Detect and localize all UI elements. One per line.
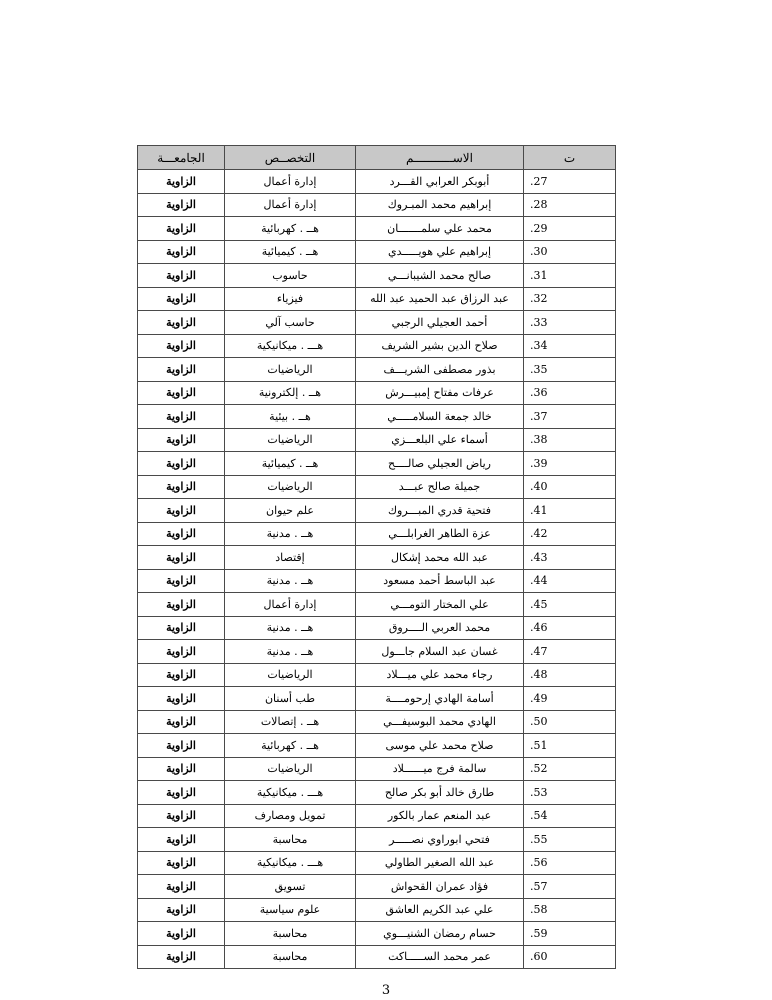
row-number: 47.	[524, 640, 616, 664]
person-name: عزة الطاهر الغرابلـــي	[356, 522, 524, 546]
college: الزاوية	[138, 428, 225, 452]
table-row	[138, 240, 616, 264]
specialization: إدارة أعمال	[225, 193, 356, 217]
row-number: 50.	[524, 710, 616, 734]
college: الزاوية	[138, 358, 225, 382]
row-number: 52.	[524, 757, 616, 781]
specialization: تمويل ومصارف	[225, 804, 356, 828]
person-name: فتحي ابوراوي نصـــــر	[356, 828, 524, 852]
table-row	[138, 851, 616, 875]
college: الزاوية	[138, 828, 225, 852]
row-number: 58.	[524, 898, 616, 922]
person-name: صلاح الدين بشير الشريف	[356, 334, 524, 358]
table-row	[138, 475, 616, 499]
person-name: صالح محمد الشيبانـــي	[356, 264, 524, 288]
row-number: 42.	[524, 522, 616, 546]
row-number: 37.	[524, 405, 616, 429]
college: الزاوية	[138, 217, 225, 241]
person-name: عبد الله الصغير الطاولي	[356, 851, 524, 875]
row-number: 51.	[524, 734, 616, 758]
person-name: عبد المنعم عمار بالكور	[356, 804, 524, 828]
college: الزاوية	[138, 311, 225, 335]
college: الزاوية	[138, 687, 225, 711]
college: الزاوية	[138, 663, 225, 687]
college: الزاوية	[138, 475, 225, 499]
specialization: الرياضيات	[225, 757, 356, 781]
person-name: طارق خالد أبو بكر صالح	[356, 781, 524, 805]
table-row	[138, 593, 616, 617]
college: الزاوية	[138, 287, 225, 311]
specialization: إدارة أعمال	[225, 593, 356, 617]
person-name: بذور مصطفى الشريـــف	[356, 358, 524, 382]
specialization: هـــ . ميكانيكية	[225, 781, 356, 805]
row-number: 41.	[524, 499, 616, 523]
table-row	[138, 945, 616, 969]
row-number: 35.	[524, 358, 616, 382]
row-number: 31.	[524, 264, 616, 288]
row-number: 38.	[524, 428, 616, 452]
row-number: 53.	[524, 781, 616, 805]
row-number: 48.	[524, 663, 616, 687]
row-number: 34.	[524, 334, 616, 358]
table-row	[138, 546, 616, 570]
person-name: محمد علي سلمـــــــان	[356, 217, 524, 241]
table-row	[138, 264, 616, 288]
person-name: غسان عبد السلام جاـــول	[356, 640, 524, 664]
college: الزاوية	[138, 569, 225, 593]
person-name: إبراهيم علي هويـــــدي	[356, 240, 524, 264]
specialization: هـــ . ميكانيكية	[225, 851, 356, 875]
college: الزاوية	[138, 499, 225, 523]
person-name: علي عبد الكريم العاشق	[356, 898, 524, 922]
specialization: فيزياء	[225, 287, 356, 311]
table-row	[138, 734, 616, 758]
row-number: 29.	[524, 217, 616, 241]
table-row	[138, 287, 616, 311]
college: الزاوية	[138, 922, 225, 946]
college: الزاوية	[138, 405, 225, 429]
specialization: إدارة أعمال	[225, 170, 356, 194]
college: الزاوية	[138, 851, 225, 875]
row-number: 43.	[524, 546, 616, 570]
students-table	[137, 145, 616, 969]
person-name: أسماء علي البلعـــزي	[356, 428, 524, 452]
person-name: أسامة الهادي إرحومــــة	[356, 687, 524, 711]
table-row	[138, 334, 616, 358]
person-name: رياض العجيلي صالــــح	[356, 452, 524, 476]
table-row	[138, 358, 616, 382]
person-name: علي المختار التومـــي	[356, 593, 524, 617]
college: الزاوية	[138, 240, 225, 264]
row-number: 49.	[524, 687, 616, 711]
college: الزاوية	[138, 522, 225, 546]
college: الزاوية	[138, 334, 225, 358]
college: الزاوية	[138, 193, 225, 217]
specialization: حاسوب	[225, 264, 356, 288]
header-row	[138, 146, 616, 170]
person-name: فتحية قدري المبـــروك	[356, 499, 524, 523]
table-row	[138, 828, 616, 852]
table-body	[138, 170, 616, 969]
table-row	[138, 804, 616, 828]
person-name: رجاء محمد علي ميـــلاد	[356, 663, 524, 687]
specialization: طب أسنان	[225, 687, 356, 711]
row-number: 36.	[524, 381, 616, 405]
college: الزاوية	[138, 452, 225, 476]
header-college: الجامعـــة	[138, 146, 225, 170]
specialization: علم حيوان	[225, 499, 356, 523]
specialization: إقتصاد	[225, 546, 356, 570]
row-number: 46.	[524, 616, 616, 640]
specialization: تسويق	[225, 875, 356, 899]
table-row	[138, 381, 616, 405]
specialization: محاسبة	[225, 828, 356, 852]
specialization: هــ . مدنية	[225, 640, 356, 664]
table-row	[138, 499, 616, 523]
person-name: عبد الباسط أحمد مسعود	[356, 569, 524, 593]
person-name: صلاح محمد علي موسى	[356, 734, 524, 758]
person-name: عرفات مفتاح إمبيـــرش	[356, 381, 524, 405]
table-row	[138, 217, 616, 241]
specialization: هــ . كيميائية	[225, 452, 356, 476]
specialization: محاسبة	[225, 922, 356, 946]
college: الزاوية	[138, 710, 225, 734]
college: الزاوية	[138, 757, 225, 781]
person-name: الهادي محمد البوسيفـــي	[356, 710, 524, 734]
row-number: 59.	[524, 922, 616, 946]
specialization: الرياضيات	[225, 663, 356, 687]
person-name: أحمد العجيلي الرجبي	[356, 311, 524, 335]
college: الزاوية	[138, 875, 225, 899]
header-number: ت	[524, 146, 616, 170]
table-row	[138, 569, 616, 593]
person-name: عبد الرزاق عبد الحميد عبد الله	[356, 287, 524, 311]
table-row	[138, 170, 616, 194]
row-number: 57.	[524, 875, 616, 899]
row-number: 56.	[524, 851, 616, 875]
person-name: حسام رمضان الشنيـــوي	[356, 922, 524, 946]
table-row	[138, 428, 616, 452]
person-name: عبد الله محمد إشكال	[356, 546, 524, 570]
specialization: علوم سياسية	[225, 898, 356, 922]
specialization: الرياضيات	[225, 428, 356, 452]
specialization: هــ . إلكترونية	[225, 381, 356, 405]
table-row	[138, 616, 616, 640]
college: الزاوية	[138, 264, 225, 288]
college: الزاوية	[138, 640, 225, 664]
table-row	[138, 710, 616, 734]
specialization: محاسبة	[225, 945, 356, 969]
table-row	[138, 405, 616, 429]
table-row	[138, 193, 616, 217]
college: الزاوية	[138, 781, 225, 805]
person-name: سالمة فرج ميــــــلاد	[356, 757, 524, 781]
college: الزاوية	[138, 804, 225, 828]
table-row	[138, 922, 616, 946]
person-name: أبوبكر العرابي القـــرد	[356, 170, 524, 194]
table-row	[138, 663, 616, 687]
row-number: 54.	[524, 804, 616, 828]
specialization: هــ . كيميائية	[225, 240, 356, 264]
header-name: الاســـــــــــم	[356, 146, 524, 170]
table-header	[138, 146, 616, 170]
person-name: إبراهيم محمد المبـروك	[356, 193, 524, 217]
college: الزاوية	[138, 616, 225, 640]
person-name: فؤاد عمران القحواش	[356, 875, 524, 899]
row-number: 60.	[524, 945, 616, 969]
row-number: 40.	[524, 475, 616, 499]
college: الزاوية	[138, 381, 225, 405]
table-row	[138, 522, 616, 546]
row-number: 44.	[524, 569, 616, 593]
table-row	[138, 687, 616, 711]
specialization: هــ . بيئية	[225, 405, 356, 429]
row-number: 30.	[524, 240, 616, 264]
college: الزاوية	[138, 734, 225, 758]
specialization: هــ . كهربائية	[225, 734, 356, 758]
specialization: الرياضيات	[225, 358, 356, 382]
college: الزاوية	[138, 898, 225, 922]
specialization: هــ . مدنية	[225, 616, 356, 640]
college: الزاوية	[138, 546, 225, 570]
person-name: محمد العربي الــــروق	[356, 616, 524, 640]
table-row	[138, 781, 616, 805]
specialization: هــ . مدنية	[225, 522, 356, 546]
table-row	[138, 875, 616, 899]
specialization: الرياضيات	[225, 475, 356, 499]
college: الزاوية	[138, 593, 225, 617]
table-row	[138, 757, 616, 781]
specialization: هـــ . ميكانيكية	[225, 334, 356, 358]
college: الزاوية	[138, 170, 225, 194]
row-number: 32.	[524, 287, 616, 311]
college: الزاوية	[138, 945, 225, 969]
table-row	[138, 311, 616, 335]
row-number: 33.	[524, 311, 616, 335]
person-name: عمر محمد الســـــاكت	[356, 945, 524, 969]
specialization: حاسب آلي	[225, 311, 356, 335]
table-row	[138, 898, 616, 922]
row-number: 55.	[524, 828, 616, 852]
person-name: جميلة صالح عبـــد	[356, 475, 524, 499]
row-number: 45.	[524, 593, 616, 617]
page-number: 3	[381, 983, 391, 998]
specialization: هــ . كهربائية	[225, 217, 356, 241]
header-specialization: التخصــص	[225, 146, 356, 170]
row-number: 39.	[524, 452, 616, 476]
table-row	[138, 640, 616, 664]
row-number: 28.	[524, 193, 616, 217]
table-row	[138, 452, 616, 476]
specialization: هــ . إتصالات	[225, 710, 356, 734]
person-name: خالد جمعة السلامـــــي	[356, 405, 524, 429]
row-number: 27.	[524, 170, 616, 194]
specialization: هــ . مدنية	[225, 569, 356, 593]
